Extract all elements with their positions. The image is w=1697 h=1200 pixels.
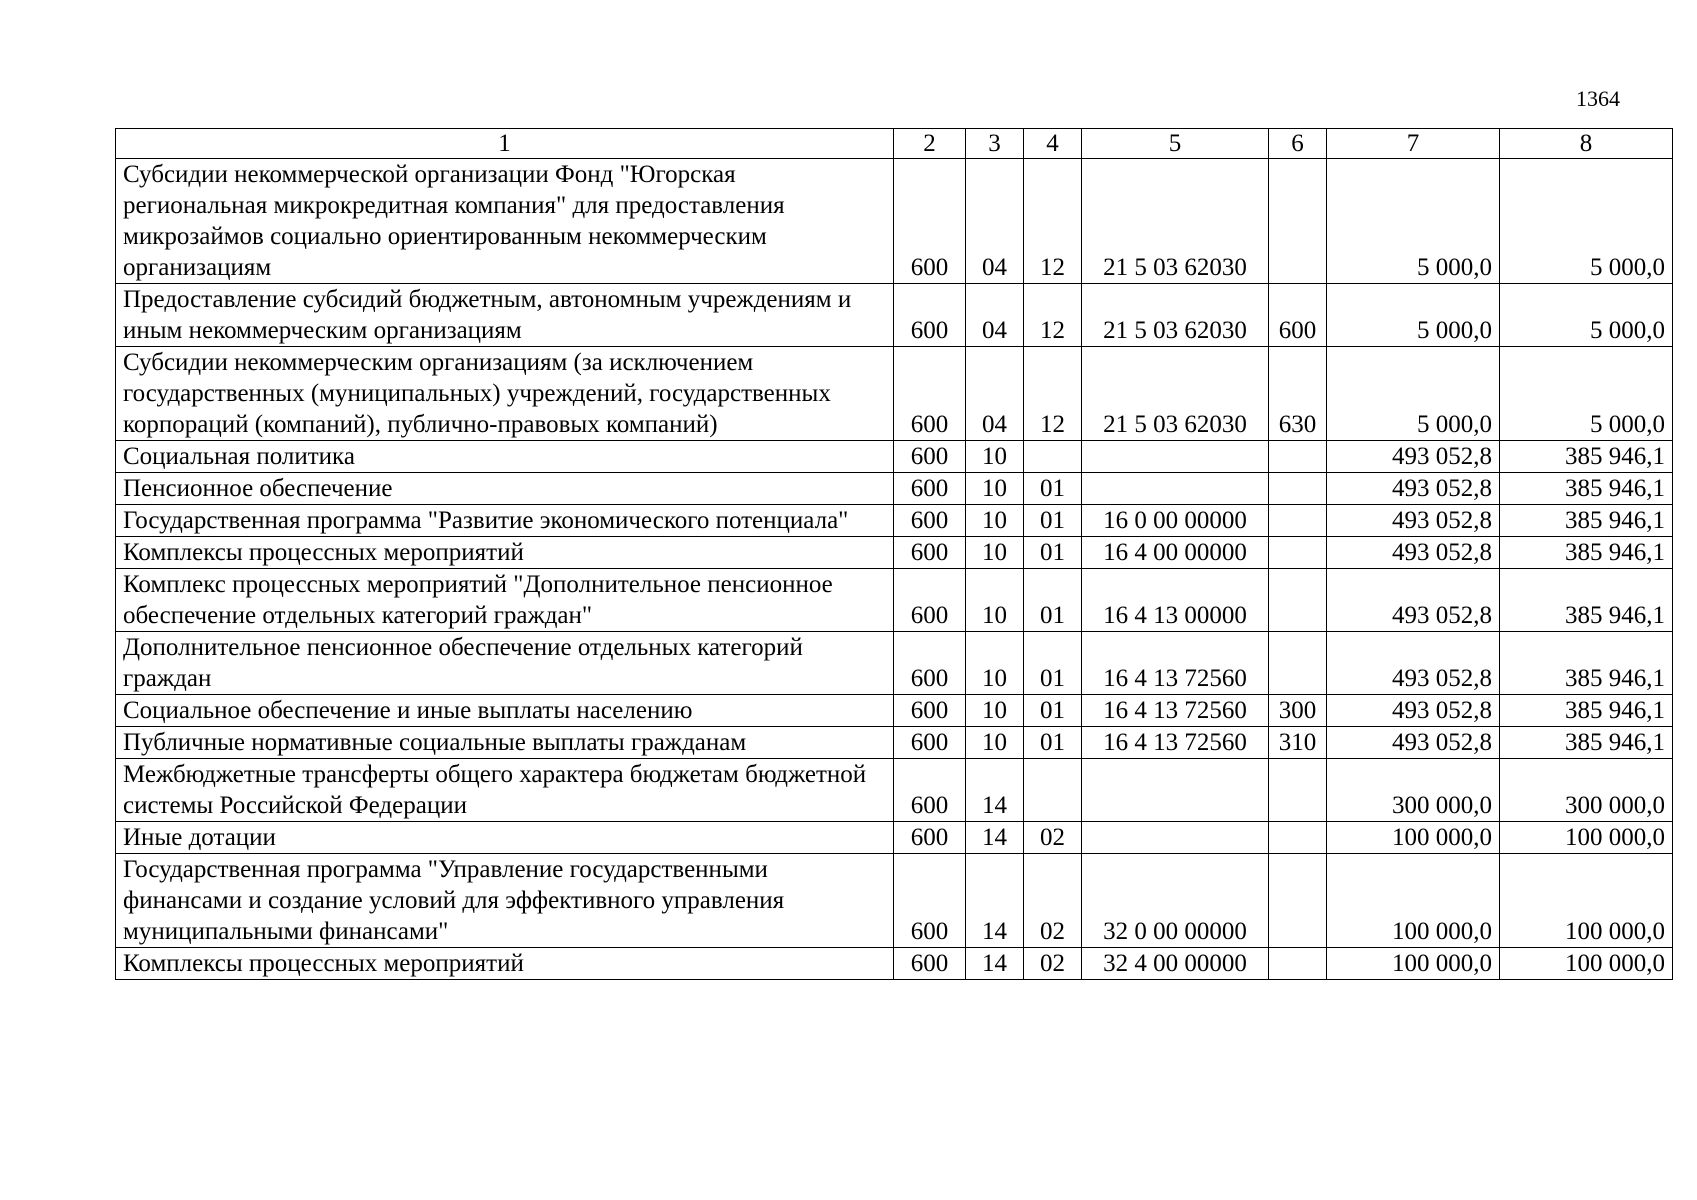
column-header: 3	[966, 129, 1024, 159]
ministry-code-cell: 600	[894, 569, 966, 632]
subsection-code-cell: 01	[1024, 569, 1082, 632]
table-row	[116, 854, 1673, 948]
section-code-cell: 10	[966, 537, 1024, 569]
subsection-code-cell: 01	[1024, 473, 1082, 505]
column-header: 2	[894, 129, 966, 159]
ministry-code-cell: 600	[894, 159, 966, 284]
target-article-cell: 21 5 03 62030	[1082, 284, 1269, 347]
expense-type-cell	[1269, 569, 1327, 632]
target-article-cell: 21 5 03 62030	[1082, 347, 1269, 441]
table-row	[116, 441, 1673, 473]
table-body	[116, 159, 1673, 980]
amount-col8-cell: 100 000,0	[1500, 854, 1673, 948]
amount-col7-cell: 493 052,8	[1327, 727, 1500, 759]
subsection-code-cell: 02	[1024, 854, 1082, 948]
column-header: 6	[1269, 129, 1327, 159]
subsection-code-cell: 12	[1024, 284, 1082, 347]
amount-col7-cell: 493 052,8	[1327, 569, 1500, 632]
table-row	[116, 822, 1673, 854]
amount-col7-cell: 493 052,8	[1327, 695, 1500, 727]
expense-type-cell	[1269, 441, 1327, 473]
ministry-code-cell: 600	[894, 759, 966, 822]
section-code-cell: 14	[966, 822, 1024, 854]
subsection-code-cell: 12	[1024, 159, 1082, 284]
target-article-cell	[1082, 441, 1269, 473]
item-name-cell: Государственная программа "Управление государственными финансами и создание условий для эффективного управления муниципальными финансами"	[116, 854, 894, 948]
amount-col8-cell: 5 000,0	[1500, 284, 1673, 347]
target-article-cell: 16 0 00 00000	[1082, 505, 1269, 537]
ministry-code-cell: 600	[894, 473, 966, 505]
amount-col7-cell: 5 000,0	[1327, 347, 1500, 441]
subsection-code-cell	[1024, 441, 1082, 473]
amount-col8-cell: 100 000,0	[1500, 822, 1673, 854]
ministry-code-cell: 600	[894, 632, 966, 695]
amount-col8-cell: 385 946,1	[1500, 505, 1673, 537]
table-row	[116, 695, 1673, 727]
item-name-cell: Социальное обеспечение и иные выплаты населению	[116, 695, 894, 727]
target-article-cell: 16 4 00 00000	[1082, 537, 1269, 569]
table-row	[116, 284, 1673, 347]
target-article-cell	[1082, 473, 1269, 505]
subsection-code-cell: 01	[1024, 695, 1082, 727]
column-header: 7	[1327, 129, 1500, 159]
amount-col8-cell: 385 946,1	[1500, 537, 1673, 569]
amount-col7-cell: 100 000,0	[1327, 948, 1500, 980]
table-header-row	[116, 129, 1673, 159]
section-code-cell: 04	[966, 159, 1024, 284]
target-article-cell: 16 4 13 72560	[1082, 632, 1269, 695]
column-header: 8	[1500, 129, 1673, 159]
table-row	[116, 569, 1673, 632]
table-row	[116, 159, 1673, 284]
section-code-cell: 10	[966, 473, 1024, 505]
amount-col8-cell: 385 946,1	[1500, 632, 1673, 695]
subsection-code-cell: 02	[1024, 948, 1082, 980]
section-code-cell: 10	[966, 505, 1024, 537]
target-article-cell: 32 0 00 00000	[1082, 854, 1269, 948]
section-code-cell: 14	[966, 759, 1024, 822]
table-row	[116, 473, 1673, 505]
item-name-cell: Комплексы процессных мероприятий	[116, 537, 894, 569]
ministry-code-cell: 600	[894, 284, 966, 347]
subsection-code-cell: 01	[1024, 505, 1082, 537]
item-name-cell: Дополнительное пенсионное обеспечение отдельных категорий граждан	[116, 632, 894, 695]
table-row	[116, 759, 1673, 822]
ministry-code-cell: 600	[894, 854, 966, 948]
amount-col8-cell: 300 000,0	[1500, 759, 1673, 822]
ministry-code-cell: 600	[894, 822, 966, 854]
amount-col7-cell: 493 052,8	[1327, 441, 1500, 473]
page-number: 1364	[1576, 86, 1620, 111]
table-row	[116, 505, 1673, 537]
item-name-cell: Субсидии некоммерческим организациям (за исключением государственных (муниципальных) учреждений, государственных корпораций (компаний), публично-правовых компаний)	[116, 347, 894, 441]
amount-col8-cell: 5 000,0	[1500, 347, 1673, 441]
expense-type-cell	[1269, 759, 1327, 822]
expense-type-cell	[1269, 822, 1327, 854]
section-code-cell: 10	[966, 569, 1024, 632]
amount-col7-cell: 493 052,8	[1327, 537, 1500, 569]
section-code-cell: 04	[966, 347, 1024, 441]
amount-col8-cell: 100 000,0	[1500, 948, 1673, 980]
section-code-cell: 10	[966, 632, 1024, 695]
amount-col8-cell: 385 946,1	[1500, 473, 1673, 505]
ministry-code-cell: 600	[894, 695, 966, 727]
expense-type-cell: 310	[1269, 727, 1327, 759]
expense-type-cell: 630	[1269, 347, 1327, 441]
expense-type-cell: 600	[1269, 284, 1327, 347]
table-row	[116, 347, 1673, 441]
item-name-cell: Комплексы процессных мероприятий	[116, 948, 894, 980]
target-article-cell: 16 4 13 72560	[1082, 727, 1269, 759]
subsection-code-cell: 12	[1024, 347, 1082, 441]
ministry-code-cell: 600	[894, 727, 966, 759]
target-article-cell: 21 5 03 62030	[1082, 159, 1269, 284]
ministry-code-cell: 600	[894, 347, 966, 441]
expense-type-cell	[1269, 948, 1327, 980]
ministry-code-cell: 600	[894, 441, 966, 473]
item-name-cell: Публичные нормативные социальные выплаты гражданам	[116, 727, 894, 759]
target-article-cell: 16 4 13 72560	[1082, 695, 1269, 727]
subsection-code-cell: 01	[1024, 537, 1082, 569]
section-code-cell: 10	[966, 727, 1024, 759]
expense-type-cell	[1269, 854, 1327, 948]
column-header: 1	[116, 129, 894, 159]
expense-type-cell	[1269, 159, 1327, 284]
ministry-code-cell: 600	[894, 537, 966, 569]
section-code-cell: 14	[966, 854, 1024, 948]
amount-col7-cell: 300 000,0	[1327, 759, 1500, 822]
section-code-cell: 10	[966, 441, 1024, 473]
amount-col7-cell: 493 052,8	[1327, 473, 1500, 505]
column-header: 4	[1024, 129, 1082, 159]
budget-table	[115, 128, 1673, 980]
table-row	[116, 632, 1673, 695]
column-header: 5	[1082, 129, 1269, 159]
target-article-cell: 32 4 00 00000	[1082, 948, 1269, 980]
amount-col7-cell: 493 052,8	[1327, 632, 1500, 695]
amount-col7-cell: 493 052,8	[1327, 505, 1500, 537]
amount-col8-cell: 385 946,1	[1500, 441, 1673, 473]
amount-col7-cell: 100 000,0	[1327, 822, 1500, 854]
target-article-cell	[1082, 759, 1269, 822]
target-article-cell	[1082, 822, 1269, 854]
item-name-cell: Субсидии некоммерческой организации Фонд "Югорская региональная микрокредитная компания" для предоставления микрозаймов социально ориентированным некоммерческим организациям	[116, 159, 894, 284]
subsection-code-cell: 01	[1024, 632, 1082, 695]
item-name-cell: Межбюджетные трансферты общего характера бюджетам бюджетной системы Российской Федерации	[116, 759, 894, 822]
expense-type-cell	[1269, 632, 1327, 695]
section-code-cell: 10	[966, 695, 1024, 727]
subsection-code-cell: 02	[1024, 822, 1082, 854]
expense-type-cell: 300	[1269, 695, 1327, 727]
expense-type-cell	[1269, 505, 1327, 537]
subsection-code-cell: 01	[1024, 727, 1082, 759]
target-article-cell: 16 4 13 00000	[1082, 569, 1269, 632]
table-row	[116, 537, 1673, 569]
section-code-cell: 04	[966, 284, 1024, 347]
expense-type-cell	[1269, 473, 1327, 505]
amount-col8-cell: 5 000,0	[1500, 159, 1673, 284]
subsection-code-cell	[1024, 759, 1082, 822]
ministry-code-cell: 600	[894, 948, 966, 980]
item-name-cell: Пенсионное обеспечение	[116, 473, 894, 505]
table-row	[116, 727, 1673, 759]
expense-type-cell	[1269, 537, 1327, 569]
amount-col8-cell: 385 946,1	[1500, 727, 1673, 759]
item-name-cell: Государственная программа "Развитие экономического потенциала"	[116, 505, 894, 537]
amount-col8-cell: 385 946,1	[1500, 569, 1673, 632]
item-name-cell: Комплекс процессных мероприятий "Дополнительное пенсионное обеспечение отдельных категорий граждан"	[116, 569, 894, 632]
amount-col7-cell: 100 000,0	[1327, 854, 1500, 948]
amount-col7-cell: 5 000,0	[1327, 284, 1500, 347]
ministry-code-cell: 600	[894, 505, 966, 537]
amount-col7-cell: 5 000,0	[1327, 159, 1500, 284]
item-name-cell: Социальная политика	[116, 441, 894, 473]
item-name-cell: Иные дотации	[116, 822, 894, 854]
section-code-cell: 14	[966, 948, 1024, 980]
item-name-cell: Предоставление субсидий бюджетным, автономным учреждениям и иным некоммерческим организациям	[116, 284, 894, 347]
amount-col8-cell: 385 946,1	[1500, 695, 1673, 727]
table-row	[116, 948, 1673, 980]
